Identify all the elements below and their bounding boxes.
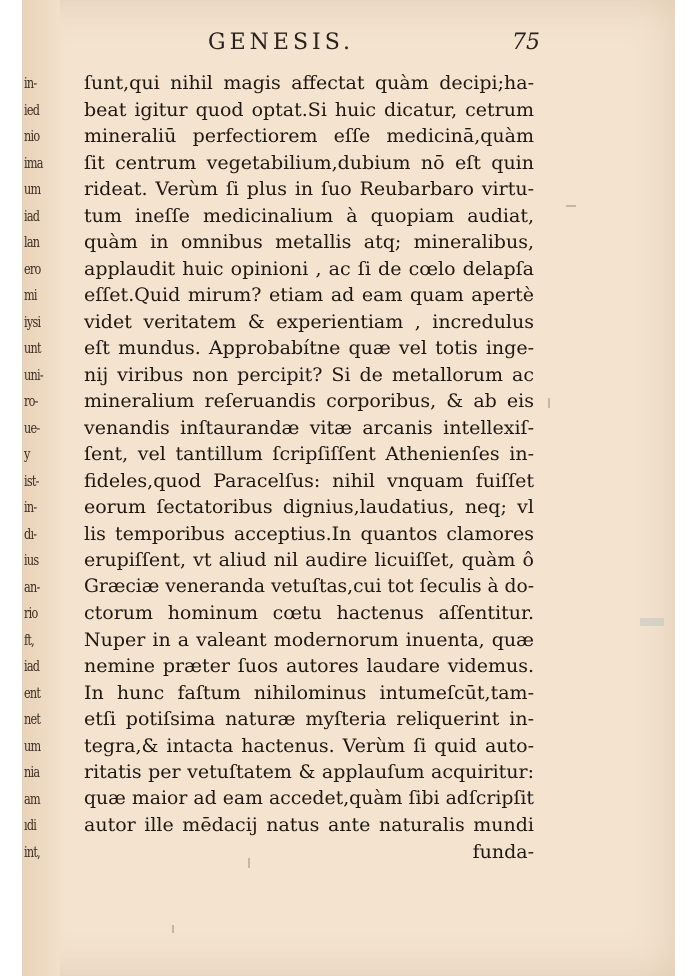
text-line: nij viribus non percipit? Si de metallorum ac <box>84 363 534 386</box>
text-line: quæ maior ad eam accedet,quàm ſibi adſcripſit <box>84 787 534 809</box>
gutter-fragment: rio <box>24 604 38 622</box>
paper-speck <box>566 205 576 207</box>
text-line: ſent, vel tantillum ſcripſiſſent Athenienſes in- <box>84 443 534 465</box>
facing-page-fragments <box>24 70 54 865</box>
gutter-fragment: ima <box>24 153 43 172</box>
text-line: applaudit huic opinioni , ac ſi de cœlo delapſa <box>84 257 534 280</box>
body-text <box>84 70 534 865</box>
gutter-fragment: nia <box>24 763 40 781</box>
text-line: etſi potiſsima naturæ myſteria reliquerint in- <box>84 708 534 730</box>
text-line: Nuper in a valeant modernorum inuenta, quæ <box>84 628 534 651</box>
gutter-fragment: y <box>24 445 30 463</box>
text-line: nemine præter ſuos autores laudare videmus. <box>84 655 534 677</box>
gutter-fragment: am <box>24 789 40 808</box>
gutter-fragment: ied <box>24 100 40 119</box>
gutter-fragment: in- <box>24 74 37 92</box>
gutter-fragment: an- <box>24 577 40 596</box>
text-line: tegra,& intacta hactenus. Verùm ſi quid auto- <box>84 734 534 757</box>
gutter-fragment: uni- <box>24 365 43 384</box>
gutter-fragment: iad <box>24 657 40 675</box>
gutter-fragment: lan <box>24 233 40 251</box>
gutter-fragment: int, <box>24 842 40 861</box>
text-line: autor ille mēdacij natus ante naturalis mundi <box>84 814 534 836</box>
text-line: lis temporibus acceptius.In quantos clamores <box>84 522 534 545</box>
text-line: venandis inſtaurandæ vitæ arcanis intellexiſ- <box>84 416 534 439</box>
text-line: rideat. Verùm ſi plus in ſuo Reubarbaro virtu- <box>84 178 534 200</box>
text-line: videt veritatem & experientiam , incredulus <box>84 310 534 333</box>
text-line: eorum ſectatoribus dignius,laudatius, neq; vl <box>84 496 534 518</box>
text-line: mineraliū perfectiorem eſſe medicinā,quàm <box>84 125 534 147</box>
text-line: eſſet.Quid mirum? etiam ad eam quam apertè <box>84 284 534 306</box>
gutter-fragment: nio <box>24 127 40 145</box>
text-line: fideles,quod Paracelſus: nihil vnquam fuiſſet <box>84 469 534 492</box>
gutter-fragment: ft, <box>24 630 35 649</box>
gutter-fragment: ue- <box>24 418 40 437</box>
text-line: ritatis per vetuſtatem & applauſum acquiritur: <box>84 761 534 783</box>
text-line: quàm in omnibus metallis atq; mineralibus, <box>84 231 534 253</box>
gutter-fragment: um <box>24 180 41 198</box>
text-line: mineralium reſeruandis corporibus, & ab eis <box>84 390 534 412</box>
text-line: Græciæ veneranda vetuſtas,cui tot ſeculis à do- <box>84 575 534 597</box>
text-line: ctorum hominum cœtu hactenus aſſentitur. <box>84 602 534 624</box>
gutter-fragment: ro- <box>24 392 38 410</box>
gutter-fragment: net <box>24 710 41 728</box>
gutter-fragment: ist- <box>24 471 39 490</box>
running-title: GENESIS. <box>208 30 354 55</box>
gutter-fragment: ıdi <box>24 816 37 834</box>
page-header <box>80 30 540 64</box>
paper-speck <box>640 618 664 626</box>
text-line: tum ineſſe medicinalium à quopiam audiat, <box>84 204 534 227</box>
page-number: 75 <box>512 30 540 55</box>
text-line: beat igitur quod optat.Si huic dicatur, cetrum <box>84 98 534 121</box>
gutter-fragment: iad <box>24 206 40 225</box>
gutter-fragment: um <box>24 736 41 755</box>
gutter-fragment: mi <box>24 286 37 304</box>
text-line: In hunc faſtum nihilominus intumeſcūt,tam- <box>84 681 534 704</box>
gutter-fragment: ero <box>24 259 41 278</box>
gutter-fragment: ent <box>24 683 41 702</box>
text-line: ſunt,qui nihil magis affectat quàm decipi;ha- <box>84 72 534 94</box>
text-line: eſt mundus. Approbabítne quæ vel totis inge- <box>84 337 534 359</box>
gutter-fragment: iysi <box>24 312 41 331</box>
text-line: erupiſſent, vt aliud nil audire licuiſſet, quàm ô <box>84 549 534 571</box>
paper-speck <box>172 925 174 933</box>
catchword: funda- <box>472 840 534 863</box>
paper-speck <box>548 398 550 408</box>
gutter-fragment: unt <box>24 339 41 357</box>
gutter-fragment: dı- <box>24 524 37 543</box>
text-line: ſit centrum vegetabilium,dubium nō eſt quin <box>84 151 534 174</box>
paper-speck <box>248 858 250 868</box>
gutter-fragment: ius <box>24 551 39 569</box>
gutter-fragment: in- <box>24 498 37 516</box>
